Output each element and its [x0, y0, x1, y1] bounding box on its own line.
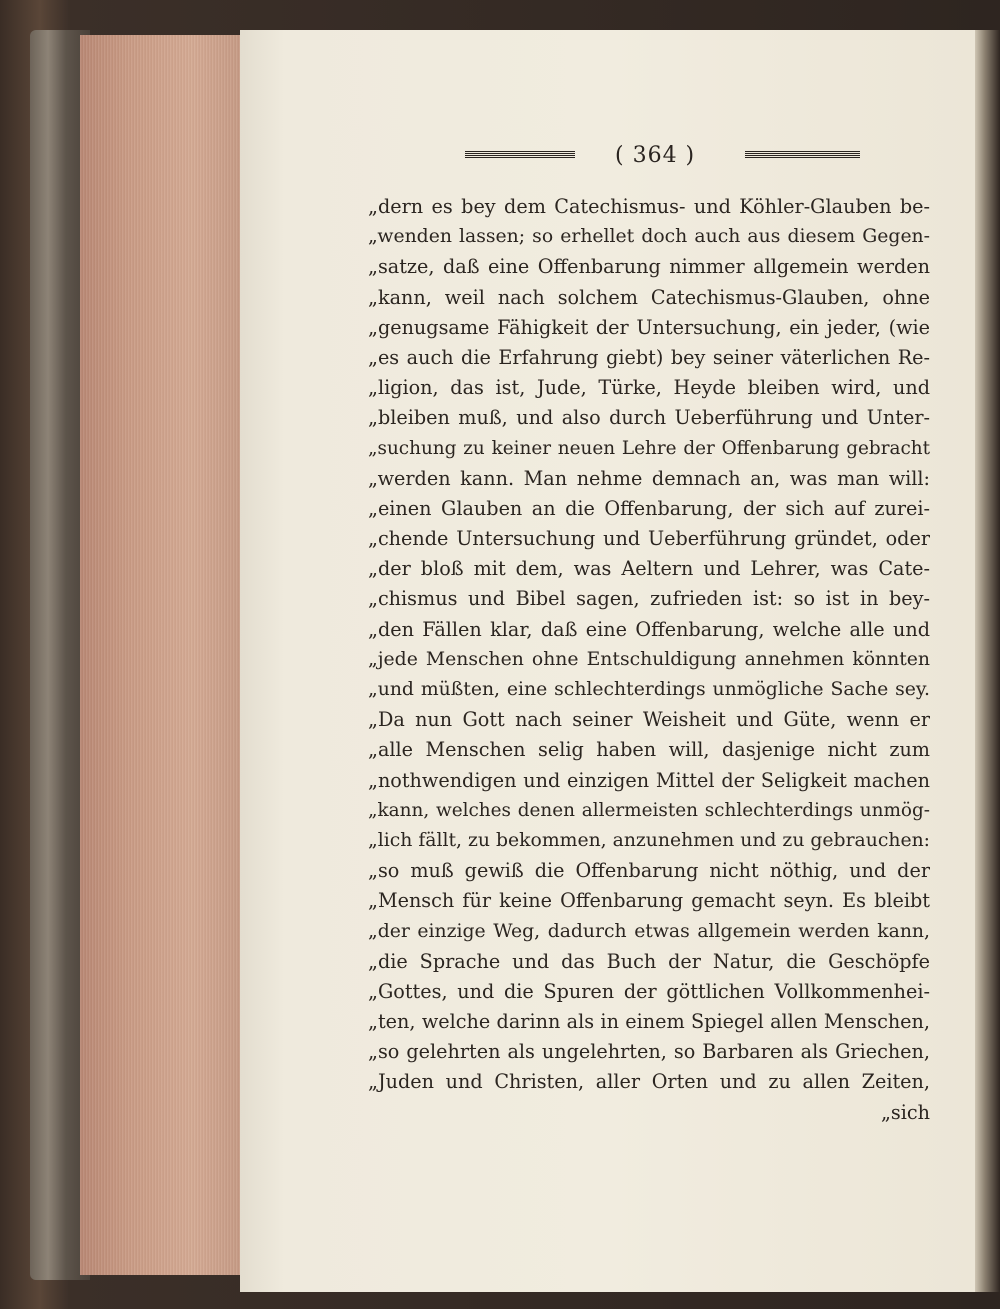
text-line: „Mensch für keine Offenbarung gemacht seyn. Es bleibt [368, 889, 930, 913]
text-line: „alle Menschen selig haben will, dasjenige nicht zum [368, 738, 930, 762]
text-line: „so muß gewiß die Offenbarung nicht nöthig, und der [368, 859, 930, 883]
text-line: „Gottes, und die Spuren der göttlichen Vollkommenhei- [368, 979, 930, 1003]
header-rule-left [465, 151, 575, 158]
text-line: „ten, welche darinn als in einem Spiegel allen Menschen, [368, 1010, 930, 1034]
body-text [368, 192, 930, 1128]
page-right-edge [975, 30, 1000, 1292]
page-number: ( 364 ) [615, 143, 696, 168]
text-line: „jede Menschen ohne Entschuldigung annehmen könnten [368, 648, 930, 670]
header-rule-right [745, 151, 860, 158]
text-line: „bleiben muß, und also durch Ueberführung und Unter- [368, 406, 930, 430]
text-line: „und müßten, eine schlechterdings unmögliche Sache sey. [368, 679, 930, 700]
text-line: „lich fällt, zu bekommen, anzunehmen und zu gebrauchen: [368, 829, 930, 851]
text-line: „wenden lassen; so erhellet doch auch aus diesem Gegen- [368, 226, 930, 248]
catchword: „sich [880, 1100, 930, 1124]
text-line: „den Fällen klar, daß eine Offenbarung, welche alle und [368, 617, 930, 641]
text-line: „ligion, das ist, Jude, Türke, Heyde bleiben wird, und [368, 376, 930, 400]
text-line: „werden kann. Man nehme demnach an, was man will: [368, 466, 930, 490]
text-line: „suchung zu keiner neuen Lehre der Offenbarung gebracht [368, 437, 930, 459]
text-line: „einen Glauben an die Offenbarung, der sich auf zurei- [368, 496, 930, 520]
text-line: „so gelehrten als ungelehrten, so Barbaren als Griechen, [368, 1040, 930, 1064]
text-line: „der bloß mit dem, was Aeltern und Lehrer, was Cate- [368, 557, 930, 581]
page-header [465, 143, 860, 183]
text-line: „Juden und Christen, aller Orten und zu allen Zeiten, [368, 1070, 930, 1094]
text-line: „Da nun Gott nach seiner Weisheit und Güte, wenn er [368, 708, 930, 732]
text-line: „satze, daß eine Offenbarung nimmer allgemein werden [368, 255, 930, 279]
text-line: „genugsame Fähigkeit der Untersuchung, ein jeder, (wie [368, 315, 930, 339]
text-line: „die Sprache und das Buch der Natur, die Geschöpfe [368, 949, 930, 973]
text-line: „chismus und Bibel sagen, zufrieden ist: so ist in bey- [368, 587, 930, 611]
text-line: „chende Untersuchung und Ueberführung gründet, oder [368, 527, 930, 551]
text-line: „dern es bey dem Catechismus- und Köhler-Glauben be- [368, 195, 930, 218]
text-line: „es auch die Erfahrung giebt) bey seiner väterlichen Re- [368, 345, 930, 369]
page-edges [80, 35, 240, 1275]
text-line: „nothwendigen und einzigen Mittel der Seligkeit machen [368, 768, 930, 792]
text-line: „kann, welches denen allermeisten schlechterdings unmög- [368, 799, 930, 821]
text-line: „der einzige Weg, dadurch etwas allgemein werden kann, [368, 920, 930, 942]
text-line: „kann, weil nach solchem Catechismus-Glauben, ohne [368, 285, 930, 309]
